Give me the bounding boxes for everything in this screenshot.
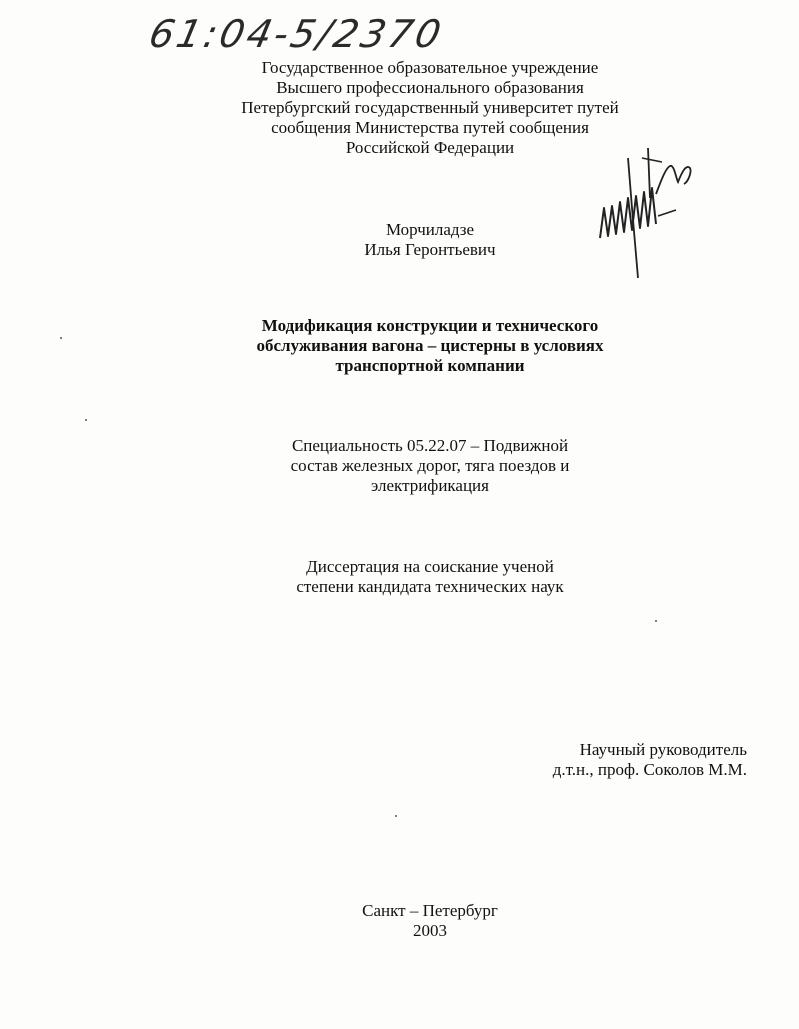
specialty-block xyxy=(220,436,640,496)
dissertation-line: степени кандидата технических наук xyxy=(296,577,564,596)
specialty-line: Специальность 05.22.07 – Подвижной xyxy=(291,436,569,455)
specialty-line: электрификация xyxy=(371,476,489,495)
specialty-line: состав железных дорог, тяга поездов и xyxy=(290,456,570,475)
scan-speck xyxy=(395,815,397,817)
institution-line: Государственное образовательное учреждение xyxy=(261,58,599,77)
institution-line: сообщения Министерства путей сообщения xyxy=(271,118,589,137)
supervisor-label: Научный руководитель xyxy=(579,740,747,759)
institution-block xyxy=(200,58,660,158)
institution-line: Российской Федерации xyxy=(345,138,515,157)
dissertation-line: Диссертация на соискание ученой xyxy=(306,557,554,576)
signature-icon xyxy=(592,138,702,288)
institution-line: Высшего профессионального образования xyxy=(276,78,584,97)
place-year-block xyxy=(300,901,560,941)
title-line: транспортной компании xyxy=(335,356,525,375)
supervisor-name: д.т.н., проф. Соколов М.М. xyxy=(552,760,747,779)
scan-speck xyxy=(60,337,62,339)
author-block xyxy=(300,220,560,260)
institution-line: Петербургский государственный университет путей xyxy=(241,98,619,117)
scan-speck xyxy=(85,419,87,421)
title-line: обслуживания вагона – цистерны в условиях xyxy=(256,336,604,355)
title-line: Модификация конструкции и технического xyxy=(261,316,599,335)
year: 2003 xyxy=(413,921,447,940)
supervisor-block xyxy=(553,740,747,780)
dissertation-type-block xyxy=(220,557,640,597)
city: Санкт – Петербург xyxy=(362,901,498,920)
author-given-names: Илья Геронтьевич xyxy=(364,240,496,259)
archive-code: 61:04-5/2370 xyxy=(145,12,448,56)
dissertation-title xyxy=(200,316,660,376)
author-surname: Морчиладзе xyxy=(385,220,475,239)
scan-speck xyxy=(655,620,657,622)
